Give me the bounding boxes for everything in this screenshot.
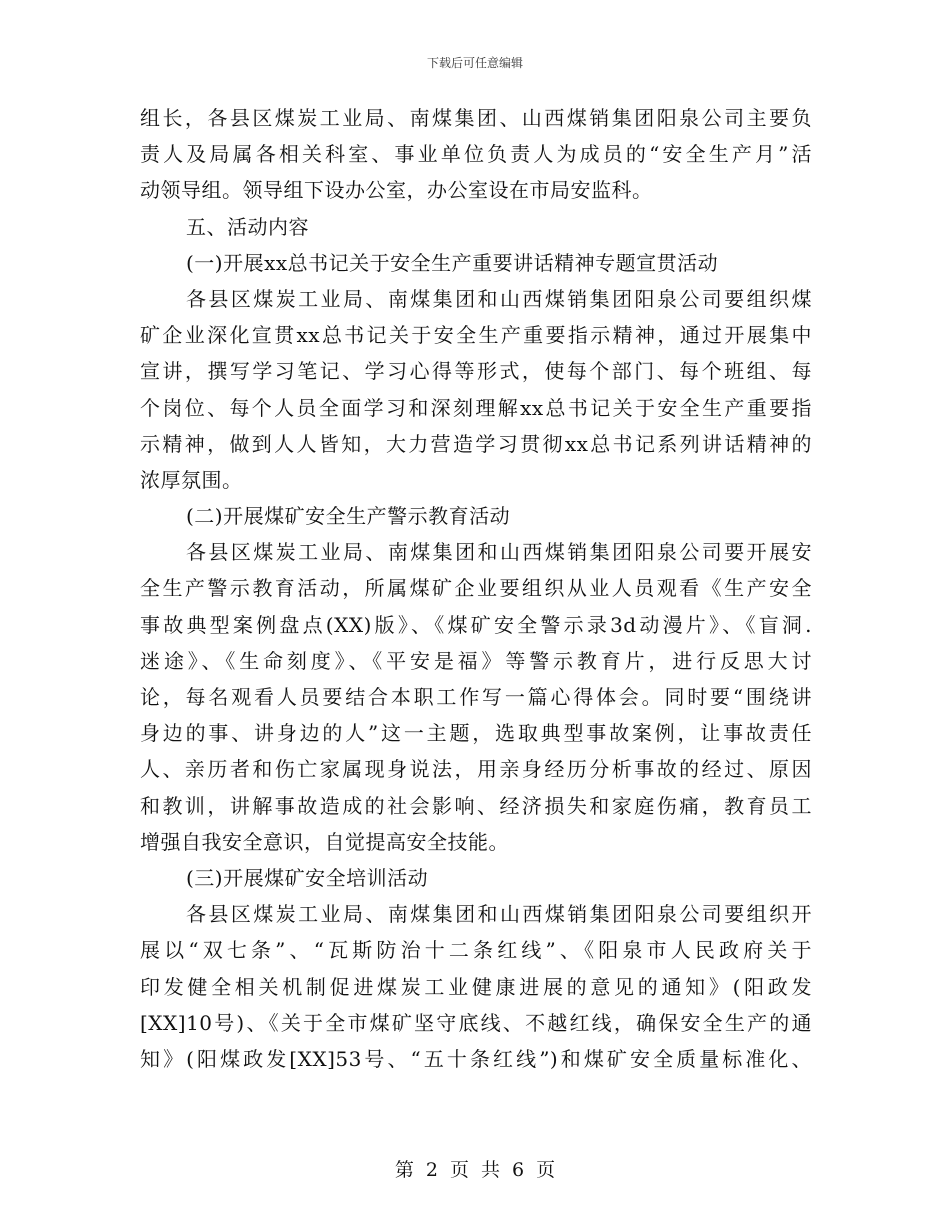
body-line: (二)开展煤矿安全生产警示教育活动	[186, 504, 511, 529]
body-line: 个岗位、每个人员全面学习和深刻理解xx总书记关于安全生产重要指	[140, 395, 812, 420]
body-line: 动领导组。领导组下设办公室，办公室设在市局安监科。	[140, 178, 653, 203]
body-line: 各县区煤炭工业局、南煤集团和山西煤销集团阳泉公司要组织煤	[186, 286, 812, 311]
body-line: 各县区煤炭工业局、南煤集团和山西煤销集团阳泉公司要开展安	[186, 540, 812, 565]
body-line: 和教训，讲解事故造成的社会影响、经济损失和家庭伤痛，教育员工	[140, 793, 812, 818]
body-line: 组长，各县区煤炭工业局、南煤集团、山西煤销集团阳泉公司主要负	[140, 106, 812, 130]
body-line: 知》(阳煤政发[XX]53号、“五十条红线”)和煤矿安全质量标准化、	[140, 1046, 812, 1071]
body-line: 矿企业深化宣贯xx总书记关于安全生产重要指示精神，通过开展集中	[140, 323, 812, 348]
body-line: 宣讲，撰写学习笔记、学习心得等形式，使每个部门、每个班组、每	[140, 359, 812, 384]
body-line: (三)开展煤矿安全培训活动	[186, 865, 429, 890]
body-line: (一)开展xx总书记关于安全生产重要讲话精神专题宣贯活动	[186, 250, 719, 275]
body-line: 增强自我安全意识，自觉提高安全技能。	[140, 829, 509, 854]
body-line: 人、亲历者和伤亡家属现身说法，用亲身经历分析事故的经过、原因	[140, 757, 812, 782]
body-line: 示精神，做到人人皆知，大力营造学习贯彻xx总书记系列讲话精神的	[140, 431, 812, 456]
document-body	[140, 100, 812, 1077]
body-line: 展以“双七条”、“瓦斯防治十二条红线”、《阳泉市人民政府关于	[140, 938, 812, 963]
page-header-note: 下载后可任意编辑	[426, 56, 523, 70]
body-line: 五、活动内容	[186, 214, 309, 239]
body-line: 印发健全相关机制促进煤炭工业健康进展的意见的通知》(阳政发	[140, 974, 812, 999]
body-line: 各县区煤炭工业局、南煤集团和山西煤销集团阳泉公司要组织开	[186, 902, 812, 927]
page-number-footer: 第 2 页 共 6 页	[394, 1159, 556, 1181]
body-line: 浓厚氛围。	[140, 467, 243, 492]
body-line: 责人及局属各相关科室、事业单位负责人为成员的“安全生产月”活	[140, 142, 812, 167]
body-line: 论，每名观看人员要结合本职工作写一篇心得体会。同时要“围绕讲	[140, 685, 812, 709]
body-line: 身边的事、讲身边的人”这一主题，选取典型事故案例，让事故责任	[140, 721, 812, 746]
body-line: 事故典型案例盘点(XX)版》、《煤矿安全警示录3d动漫片》、《盲洞.	[140, 612, 812, 637]
body-line: 迷途》、《生命刻度》、《平安是福》等警示教育片，进行反思大讨	[140, 648, 812, 673]
body-line: 全生产警示教育活动，所属煤矿企业要组织从业人员观看《生产安全	[140, 576, 812, 601]
body-line: [XX]10号)、《关于全市煤矿坚守底线、不越红线，确保安全生产的通	[140, 1010, 812, 1035]
